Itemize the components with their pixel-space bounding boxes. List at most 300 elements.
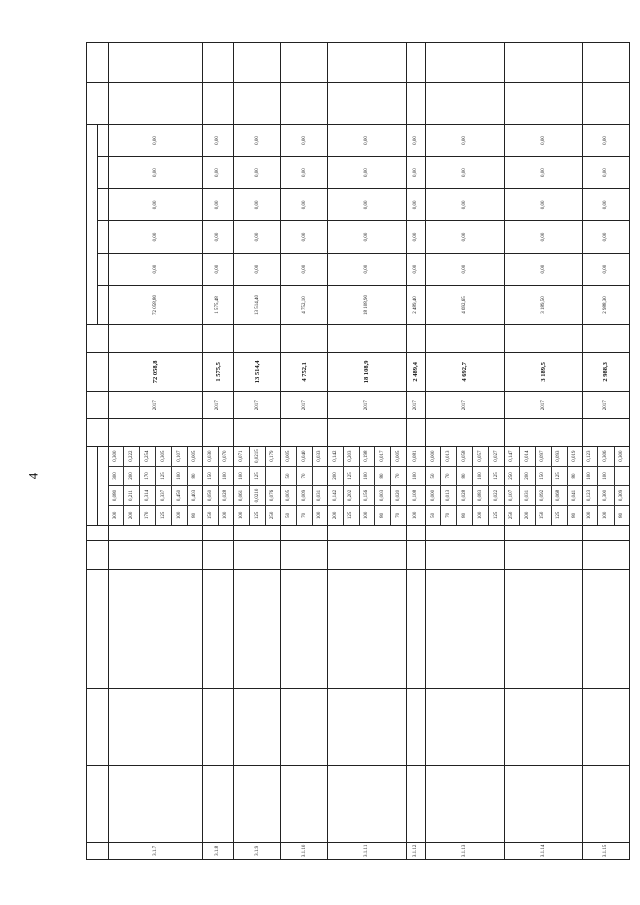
year-cell: 2017: [109, 392, 203, 419]
diameter-length-subtable: [109, 447, 202, 525]
total-cell: 2 489,4: [406, 352, 426, 392]
subtable-cell: 50: [426, 466, 441, 486]
table-cell: [234, 43, 281, 83]
subtable-cell: 250: [265, 505, 280, 525]
subtable-row: [109, 447, 124, 525]
header-cell: [98, 221, 109, 253]
header-cell: [98, 189, 109, 221]
subtable-row: [265, 447, 280, 525]
subtable-cell: 100: [583, 466, 598, 486]
value-2017-cell: 72 058,80: [109, 285, 203, 325]
subtable-cell: 100: [407, 466, 426, 486]
subtable-cell: 0,147: [505, 447, 520, 467]
table-cell: [109, 43, 203, 83]
total-cell: 13 514,4: [234, 352, 281, 392]
value-cell: 0,00: [582, 189, 629, 221]
table-cell: [328, 525, 406, 540]
total-cell: 4 752,1: [281, 352, 328, 392]
subtable-cell: 0,003: [375, 486, 391, 506]
table-row: [406, 43, 426, 860]
subtable-cell: 0,222: [124, 447, 140, 467]
subtable-cell: 80: [375, 505, 391, 525]
value-2017-cell: 4 692,65: [426, 285, 504, 325]
subtable-cell: 300: [109, 505, 124, 525]
table-cell: [426, 765, 504, 842]
table-cell: [234, 325, 281, 352]
subtable-cell: 0,028: [218, 486, 233, 506]
subtable-cell: 0,005: [281, 447, 296, 467]
table-cell: [582, 540, 629, 570]
subtable-cell: 0,061: [234, 486, 249, 506]
subtable-cell: 0,403: [187, 486, 202, 506]
table-cell: [426, 525, 504, 540]
table-cell: [328, 540, 406, 570]
subtable-cell: 100: [234, 505, 249, 525]
value-cell: 0,00: [504, 221, 582, 253]
diameter-length-subtable: [407, 447, 426, 525]
subtable-cell: 250: [505, 505, 520, 525]
total-cell: 1 575,5: [203, 352, 234, 392]
subtable-cell: 0,123: [583, 447, 598, 467]
value-cell: 0,00: [234, 253, 281, 285]
subtable-row: [124, 447, 140, 525]
subtable-row: [614, 447, 629, 525]
subtable-cell: 0,040: [296, 447, 312, 467]
subtable-row: [203, 447, 218, 525]
table-cell: [203, 419, 234, 446]
subtable-row: [473, 447, 489, 525]
subtable-cell: 100: [583, 505, 598, 525]
value-cell: 0,00: [234, 124, 281, 156]
subtable-cell: 0,070: [223, 450, 229, 462]
subtable-cell: 0,022: [489, 486, 504, 506]
table-row: [203, 43, 234, 860]
table-cell: [109, 325, 203, 352]
table-cell: [328, 765, 406, 842]
table-cell: [203, 325, 234, 352]
value-cell: 0,00: [426, 189, 504, 221]
subtable-cell: 170: [140, 505, 156, 525]
subtable-row: [375, 447, 391, 525]
header-cell: [87, 446, 98, 525]
subtable-cell: 125: [155, 466, 171, 486]
subtable-cell: 100: [407, 505, 426, 525]
subtable-cell: [265, 466, 280, 486]
subtable-row: [343, 447, 359, 525]
diameter-length-subtable: [505, 447, 582, 525]
subtable-cell: 100: [234, 466, 249, 486]
table-cell: [203, 540, 234, 570]
diameter-length-cell: [234, 446, 281, 525]
table-cell: [109, 419, 203, 446]
table-cell: [234, 419, 281, 446]
subtable-row: [171, 447, 187, 525]
subtable-cell: 0,123: [583, 486, 598, 506]
subtable-cell: 200: [124, 505, 140, 525]
table-cell: [203, 43, 234, 83]
value-cell: 0,00: [426, 157, 504, 189]
diameter-length-cell: [406, 446, 426, 525]
page-number: 4: [25, 472, 41, 480]
row-number: 3.1.11: [328, 842, 406, 859]
value-cell: 0,00: [426, 253, 504, 285]
row-number: 3.1.15: [582, 842, 629, 859]
subtable-cell: 0,013: [441, 486, 457, 506]
subtable-cell: 125: [343, 505, 359, 525]
table-cell: [582, 43, 629, 83]
header-cell: [87, 43, 109, 83]
table-cell: [203, 570, 234, 689]
value-2017-cell: 3 189,50: [504, 285, 582, 325]
subtable-row: [296, 447, 312, 525]
subtable-cell: 0,068: [551, 486, 567, 506]
value-cell: 0,00: [328, 189, 406, 221]
subtable-cell: 100: [171, 505, 187, 525]
subtable-cell: 150: [203, 505, 218, 525]
value-cell: 0,00: [109, 253, 203, 285]
subtable-cell: 0,198: [359, 447, 375, 467]
subtable-cell: 200: [124, 466, 140, 486]
table-cell: [406, 540, 426, 570]
subtable-cell: 125: [489, 505, 504, 525]
value-cell: 0,00: [582, 157, 629, 189]
table-cell: [328, 325, 406, 352]
subtable-cell: 0,030: [203, 447, 218, 467]
row-number: 3.1.9: [234, 842, 281, 859]
subtable-cell: 0,028: [457, 486, 473, 506]
value-cell: 0,00: [109, 124, 203, 156]
table-cell: [426, 540, 504, 570]
value-cell: 0,00: [281, 253, 328, 285]
subtable-cell: 100: [218, 505, 233, 525]
value-cell: 0,00: [281, 157, 328, 189]
subtable-row: [312, 447, 327, 525]
subtable-cell: 0,156: [359, 486, 375, 506]
subtable-cell: 100: [218, 466, 233, 486]
table-cell: [406, 765, 426, 842]
subtable-cell: 0,005: [192, 450, 198, 462]
table-cell: [281, 419, 328, 446]
subtable-row: [567, 447, 582, 525]
subtable-cell: 125: [551, 466, 567, 486]
table-cell: [406, 419, 426, 446]
header-cell: [87, 765, 109, 842]
table-cell: [504, 325, 582, 352]
diameter-length-subtable: [328, 447, 405, 525]
total-cell: 2 988,3: [582, 352, 629, 392]
subtable-cell: 0,142: [328, 447, 343, 467]
table-cell: [582, 419, 629, 446]
header-cell: [87, 689, 109, 766]
subtable-cell: 0,080: [109, 486, 124, 506]
table-cell: [406, 325, 426, 352]
header-cell: [87, 82, 109, 124]
subtable-row: [441, 447, 457, 525]
value-cell: 0,00: [234, 189, 281, 221]
table-cell: [234, 689, 281, 766]
value-cell: 0,00: [504, 189, 582, 221]
table-cell: [203, 525, 234, 540]
diameter-length-cell: [328, 446, 406, 525]
subtable-cell: 200: [519, 466, 535, 486]
table-cell: [582, 525, 629, 540]
total-cell: 18 108,9: [328, 352, 406, 392]
subtable-cell: 0,0215: [249, 447, 265, 467]
table-cell: [426, 82, 504, 124]
table-cell: [582, 570, 629, 689]
header-cell: [87, 325, 109, 352]
subtable-cell: 0,179: [270, 450, 276, 462]
subtable-row: [535, 447, 551, 525]
table-cell: [504, 689, 582, 766]
table-cell: [234, 540, 281, 570]
subtable-cell: 80: [614, 505, 629, 525]
subtable-cell: 0,300: [109, 447, 124, 467]
subtable-cell: 0,211: [124, 486, 140, 506]
value-cell: 0,00: [203, 157, 234, 189]
subtable-cell: 0,306: [598, 447, 614, 467]
table-cell: [504, 419, 582, 446]
table-cell: [328, 689, 406, 766]
value-cell: 0,00: [328, 253, 406, 285]
table-cell: [504, 540, 582, 570]
subtable-cell: 0,000: [426, 486, 441, 506]
subtable-cell: 100: [473, 466, 489, 486]
subtable-cell: 125: [249, 466, 265, 486]
value-2017-cell: 4 752,10: [281, 285, 328, 325]
subtable-row: [249, 447, 265, 525]
value-cell: 0,00: [328, 221, 406, 253]
header-cell: [87, 525, 109, 540]
table-cell: [109, 570, 203, 689]
subtable-cell: 80: [457, 505, 473, 525]
value-cell: 0,00: [109, 221, 203, 253]
diameter-length-subtable: [281, 447, 327, 525]
subtable-row: [140, 447, 156, 525]
header-cell: [87, 352, 109, 392]
subtable-cell: 50: [426, 505, 441, 525]
subtable-cell: [614, 466, 629, 486]
subtable-cell: 125: [249, 505, 265, 525]
subtable-cell: 0,050: [203, 486, 218, 506]
table-cell: [203, 689, 234, 766]
subtable-cell: 0,033: [317, 450, 323, 462]
subtable-cell: 0,107: [505, 486, 520, 506]
diameter-length-cell: [109, 446, 203, 525]
subtable-cell: [312, 466, 327, 486]
table-cell: [582, 82, 629, 124]
table-cell: [109, 765, 203, 842]
subtable-cell: 0,097: [535, 447, 551, 467]
diameter-length-cell: [504, 446, 582, 525]
subtable-cell: 170: [140, 466, 156, 486]
subtable-cell: 0,093: [551, 447, 567, 467]
value-cell: 0,00: [504, 253, 582, 285]
table-cell: [406, 82, 426, 124]
table-cell: [426, 325, 504, 352]
table-cell: [582, 689, 629, 766]
subtable-cell: 150: [535, 466, 551, 486]
value-cell: 0,00: [203, 221, 234, 253]
table-row: [109, 43, 203, 860]
subtable-cell: 0,254: [140, 447, 156, 467]
subtable-cell: 0,057: [473, 447, 489, 467]
subtable-cell: 125: [155, 505, 171, 525]
year-cell: 2017: [504, 392, 582, 419]
subtable-cell: 100: [598, 505, 614, 525]
value-cell: 0,00: [234, 221, 281, 253]
subtable-cell: 0,013: [441, 447, 457, 467]
subtable-cell: 0,031: [312, 486, 327, 506]
table-cell: [406, 43, 426, 83]
diameter-length-cell: [281, 446, 328, 525]
table-cell: [504, 765, 582, 842]
subtable-row: [519, 447, 535, 525]
table-cell: [504, 570, 582, 689]
subtable-cell: 0,314: [140, 486, 156, 506]
table-row: [281, 43, 328, 860]
row-number: 3.1.8: [203, 842, 234, 859]
value-cell: 0,00: [203, 253, 234, 285]
subtable-cell: 0,450: [171, 486, 187, 506]
table-cell: [504, 82, 582, 124]
subtable-cell: 200: [519, 505, 535, 525]
subtable-row: [598, 447, 614, 525]
row-number: 3.1.10: [281, 842, 328, 859]
value-cell: 0,00: [582, 124, 629, 156]
subtable-cell: 150: [203, 466, 218, 486]
header-cell: [87, 540, 109, 570]
subtable-cell: 200: [328, 466, 343, 486]
table-cell: [426, 419, 504, 446]
value-cell: 0,00: [504, 124, 582, 156]
table-cell: [406, 525, 426, 540]
table-cell: [328, 43, 406, 83]
total-cell: 4 692,7: [426, 352, 504, 392]
subtable-row: [328, 447, 343, 525]
subtable-cell: 125: [551, 505, 567, 525]
subtable-cell: 0,108: [407, 486, 426, 506]
subtable-cell: 0,309: [614, 486, 629, 506]
header-cell: [87, 842, 109, 859]
subtable-cell: 0,041: [567, 486, 582, 506]
subtable-cell: 0,203: [343, 447, 359, 467]
value-cell: 0,00: [406, 157, 426, 189]
header-cell: [87, 392, 109, 419]
row-number: 3.1.7: [109, 842, 203, 859]
subtable-cell: 70: [391, 466, 406, 486]
table-cell: [426, 570, 504, 689]
subtable-cell: 0,058: [457, 447, 473, 467]
subtable-cell: 0,107: [171, 447, 187, 467]
table-cell: [234, 82, 281, 124]
table-cell: [234, 570, 281, 689]
table-cell: [234, 765, 281, 842]
value-cell: 0,00: [203, 124, 234, 156]
subtable-cell: 300: [109, 466, 124, 486]
subtable-cell: 80: [567, 466, 582, 486]
subtable-cell: 100: [312, 505, 327, 525]
subtable-row: [218, 447, 233, 525]
value-cell: 0,00: [582, 221, 629, 253]
value-cell: 0,00: [426, 124, 504, 156]
row-number: 3.1.12: [406, 842, 426, 859]
subtable-cell: 150: [535, 505, 551, 525]
table-row: [504, 43, 582, 860]
table-cell: [406, 570, 426, 689]
value-cell: 0,00: [281, 221, 328, 253]
value-cell: 0,00: [328, 157, 406, 189]
year-cell: 2017: [281, 392, 328, 419]
subtable-row: [551, 447, 567, 525]
table-cell: [109, 540, 203, 570]
subtable-cell: 80: [567, 505, 582, 525]
table-cell: [281, 82, 328, 124]
table-cell: [328, 82, 406, 124]
diameter-length-cell: [203, 446, 234, 525]
table-cell: [109, 525, 203, 540]
subtable-cell: 0,305: [155, 447, 171, 467]
subtable-cell: 0,019: [572, 450, 578, 462]
value-cell: 0,00: [203, 189, 234, 221]
table-cell: [582, 325, 629, 352]
subtable-row: [457, 447, 473, 525]
subtable-cell: 80: [187, 466, 202, 486]
subtable-cell: 50: [281, 505, 296, 525]
subtable-row: [281, 447, 296, 525]
total-cell: 3 189,5: [504, 352, 582, 392]
table-cell: [109, 689, 203, 766]
header-cell: [87, 570, 109, 689]
year-cell: 2017: [406, 392, 426, 419]
header-cell: [98, 253, 109, 285]
value-2017-cell: 13 514,40: [234, 285, 281, 325]
subtable-row: [234, 447, 249, 525]
subtable-row: [426, 447, 441, 525]
year-cell: 2017: [582, 392, 629, 419]
table-cell: [234, 525, 281, 540]
table-cell: [504, 525, 582, 540]
header-cell: [98, 157, 109, 189]
subtable-cell: 100: [359, 505, 375, 525]
subtable-cell: 0,300: [619, 450, 625, 462]
subtable-cell: 80: [375, 466, 391, 486]
value-2017-cell: 2 988,30: [582, 285, 629, 325]
subtable-cell: 70: [391, 505, 406, 525]
subtable-cell: 0,300: [598, 486, 614, 506]
value-cell: 0,00: [406, 253, 426, 285]
subtable-cell: 250: [505, 466, 520, 486]
diameter-length-subtable: [426, 447, 503, 525]
subtable-row: [359, 447, 375, 525]
diameter-length-cell: [582, 446, 629, 525]
subtable-row: [391, 447, 406, 525]
subtable-cell: 0,005: [281, 486, 296, 506]
value-cell: 0,00: [234, 157, 281, 189]
subtable-cell: 100: [359, 466, 375, 486]
table-cell: [281, 765, 328, 842]
subtable-cell: 80: [457, 466, 473, 486]
value-cell: 0,00: [582, 253, 629, 285]
year-cell: 2017: [234, 392, 281, 419]
subtable-cell: 0,017: [375, 447, 391, 467]
subtable-row: [187, 447, 202, 525]
row-number: 3.1.13: [426, 842, 504, 859]
value-2017-cell: 1 575,48: [203, 285, 234, 325]
subtable-cell: 0,142: [328, 486, 343, 506]
value-cell: 0,00: [328, 124, 406, 156]
value-cell: 0,00: [281, 189, 328, 221]
